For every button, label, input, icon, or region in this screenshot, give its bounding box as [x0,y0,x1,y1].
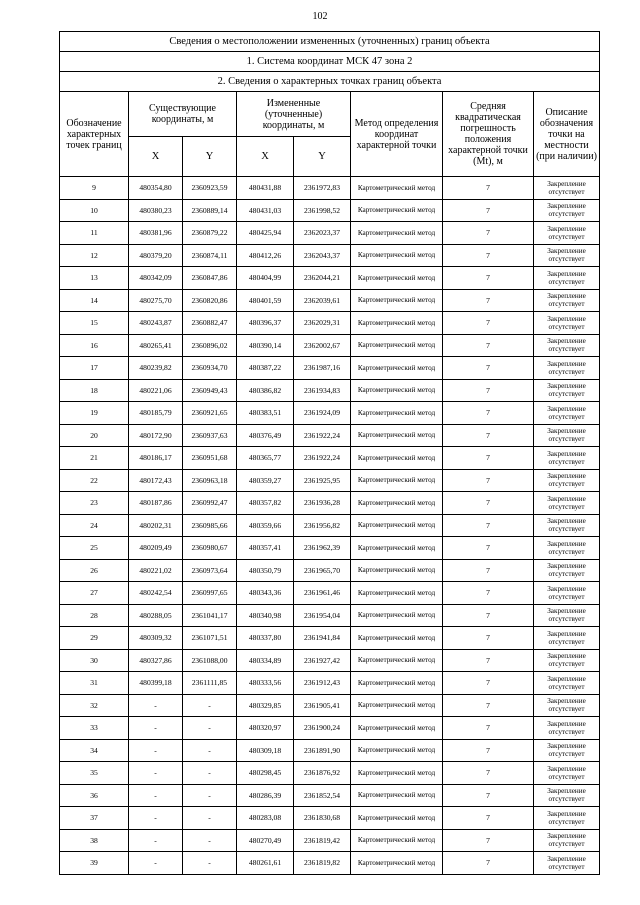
cell-description: Закрепление отсутствует [534,559,600,582]
cell-changed-y: 2361941,84 [294,627,351,650]
header-designation: Обозначение характерных точек границ [60,92,129,177]
cell-method: Картометрический метод [351,492,443,515]
cell-existing-x: 480172,43 [129,469,183,492]
header-changed-x: X [237,137,294,177]
cell-error: 7 [443,492,534,515]
cell-existing-y: 2360985,66 [183,514,237,537]
cell-description: Закрепление отсутствует [534,424,600,447]
cell-changed-x: 480431,03 [237,199,294,222]
cell-error: 7 [443,784,534,807]
cell-changed-y: 2361956,82 [294,514,351,537]
cell-description: Закрепление отсутствует [534,447,600,470]
cell-existing-y: 2360923,59 [183,177,237,200]
header-changed: Измененные (уточненные) координаты, м [237,92,351,137]
header-method: Метод определения координат характерной точки [351,92,443,177]
cell-changed-x: 480376,49 [237,424,294,447]
cell-changed-y: 2361925,95 [294,469,351,492]
cell-point-number: 13 [60,267,129,290]
cell-method: Картометрический метод [351,604,443,627]
cell-existing-y: 2361071,51 [183,627,237,650]
cell-description: Закрепление отсутствует [534,694,600,717]
cell-existing-x: 480327,86 [129,649,183,672]
cell-description: Закрепление отсутствует [534,784,600,807]
cell-error: 7 [443,739,534,762]
cell-point-number: 12 [60,244,129,267]
cell-changed-x: 480261,61 [237,852,294,875]
cell-point-number: 14 [60,289,129,312]
cell-description: Закрепление отсутствует [534,717,600,740]
cell-description: Закрепление отсутствует [534,289,600,312]
cell-point-number: 39 [60,852,129,875]
cell-changed-x: 480337,80 [237,627,294,650]
cell-existing-x: 480185,79 [129,402,183,425]
cell-changed-x: 480320,97 [237,717,294,740]
cell-description: Закрепление отсутствует [534,537,600,560]
cell-description: Закрепление отсутствует [534,582,600,605]
cell-error: 7 [443,222,534,245]
cell-description: Закрепление отсутствует [534,402,600,425]
cell-changed-x: 480401,59 [237,289,294,312]
cell-error: 7 [443,627,534,650]
cell-existing-x: 480242,54 [129,582,183,605]
table-row [60,762,600,785]
cell-existing-x: - [129,694,183,717]
cell-error: 7 [443,312,534,335]
cell-changed-y: 2361987,16 [294,357,351,380]
cell-existing-y: - [183,784,237,807]
cell-changed-y: 2361830,68 [294,807,351,830]
cell-method: Картометрический метод [351,222,443,245]
cell-point-number: 15 [60,312,129,335]
table-row [60,717,600,740]
cell-description: Закрепление отсутствует [534,357,600,380]
cell-changed-x: 480383,51 [237,402,294,425]
cell-point-number: 21 [60,447,129,470]
cell-description: Закрепление отсутствует [534,627,600,650]
cell-existing-x: 480399,18 [129,672,183,695]
header-description: Описание обозначения точки на местности (при наличии) [534,92,600,177]
cell-changed-x: 480343,36 [237,582,294,605]
cell-changed-x: 480357,82 [237,492,294,515]
table-row [60,312,600,335]
header-existing-x: X [129,137,183,177]
cell-description: Закрепление отсутствует [534,762,600,785]
cell-point-number: 9 [60,177,129,200]
table-row [60,582,600,605]
table-body [60,177,600,875]
cell-error: 7 [443,267,534,290]
cell-method: Картометрический метод [351,334,443,357]
cell-existing-x: - [129,829,183,852]
cell-changed-y: 2361900,24 [294,717,351,740]
table-row [60,379,600,402]
cell-description: Закрепление отсутствует [534,492,600,515]
cell-description: Закрепление отсутствует [534,334,600,357]
cell-description: Закрепление отсутствует [534,199,600,222]
points-title: 2. Сведения о характерных точках границ объекта [60,72,600,92]
header-changed-y: Y [294,137,351,177]
cell-description: Закрепление отсутствует [534,469,600,492]
cell-method: Картометрический метод [351,312,443,335]
cell-changed-x: 480412,26 [237,244,294,267]
cell-changed-x: 480270,49 [237,829,294,852]
cell-changed-x: 480333,56 [237,672,294,695]
header-error: Средняя квадратическая погрешность положения характерной точки (Mt), м [443,92,534,177]
cell-point-number: 10 [60,199,129,222]
table-row [60,852,600,875]
cell-changed-x: 480404,99 [237,267,294,290]
cell-existing-y: 2360882,47 [183,312,237,335]
cell-point-number: 36 [60,784,129,807]
cell-changed-y: 2361936,28 [294,492,351,515]
cell-changed-y: 2361905,41 [294,694,351,717]
cell-error: 7 [443,582,534,605]
cell-error: 7 [443,289,534,312]
cell-point-number: 19 [60,402,129,425]
table-row [60,694,600,717]
cell-error: 7 [443,402,534,425]
table-row [60,469,600,492]
table-row [60,649,600,672]
cell-error: 7 [443,537,534,560]
cell-method: Картометрический метод [351,784,443,807]
cell-error: 7 [443,649,534,672]
cell-method: Картометрический метод [351,177,443,200]
cell-changed-y: 2361965,70 [294,559,351,582]
cell-error: 7 [443,852,534,875]
cell-existing-y: 2360879,22 [183,222,237,245]
cell-changed-x: 480283,08 [237,807,294,830]
cell-point-number: 35 [60,762,129,785]
cell-changed-x: 480286,39 [237,784,294,807]
section-title: Сведения о местоположении измененных (уточненных) границ объекта [60,32,600,52]
cell-changed-x: 480386,82 [237,379,294,402]
cell-method: Картометрический метод [351,379,443,402]
cell-changed-y: 2361961,46 [294,582,351,605]
cell-existing-x: - [129,807,183,830]
cell-method: Картометрический метод [351,447,443,470]
cell-point-number: 34 [60,739,129,762]
cell-method: Картометрический метод [351,582,443,605]
table-row [60,357,600,380]
cell-changed-x: 480396,37 [237,312,294,335]
cell-changed-y: 2361998,52 [294,199,351,222]
cell-changed-x: 480334,89 [237,649,294,672]
cell-existing-x: 480172,90 [129,424,183,447]
cell-existing-y: 2360992,47 [183,492,237,515]
cell-point-number: 29 [60,627,129,650]
cell-changed-y: 2361819,42 [294,829,351,852]
cell-description: Закрепление отсутствует [534,177,600,200]
cell-changed-y: 2362044,21 [294,267,351,290]
cell-existing-y: 2360963,18 [183,469,237,492]
cell-method: Картометрический метод [351,739,443,762]
cell-existing-x: - [129,739,183,762]
table-row [60,424,600,447]
cell-existing-x: - [129,762,183,785]
cell-existing-x: 480288,05 [129,604,183,627]
cell-method: Картометрический метод [351,357,443,380]
cell-description: Закрепление отсутствует [534,604,600,627]
cell-changed-x: 480425,94 [237,222,294,245]
cell-error: 7 [443,357,534,380]
cell-description: Закрепление отсутствует [534,739,600,762]
table-row [60,559,600,582]
cell-error: 7 [443,244,534,267]
header-existing: Существующие координаты, м [129,92,237,137]
header-existing-y: Y [183,137,237,177]
cell-point-number: 33 [60,717,129,740]
cell-changed-x: 480357,41 [237,537,294,560]
cell-existing-y: 2361088,00 [183,649,237,672]
cell-changed-y: 2362039,61 [294,289,351,312]
cell-existing-x: - [129,717,183,740]
table-row [60,807,600,830]
cell-existing-x: 480243,87 [129,312,183,335]
cell-description: Закрепление отсутствует [534,672,600,695]
cell-method: Картометрический метод [351,559,443,582]
cell-error: 7 [443,334,534,357]
cell-existing-y: 2360847,86 [183,267,237,290]
cell-method: Картометрический метод [351,244,443,267]
table-row [60,604,600,627]
cell-point-number: 37 [60,807,129,830]
cell-changed-x: 480340,98 [237,604,294,627]
cell-point-number: 11 [60,222,129,245]
cell-error: 7 [443,514,534,537]
cell-changed-x: 480431,88 [237,177,294,200]
cell-existing-x: 480381,96 [129,222,183,245]
cell-error: 7 [443,447,534,470]
cell-error: 7 [443,469,534,492]
cell-point-number: 23 [60,492,129,515]
table-row [60,177,600,200]
cell-changed-y: 2362029,31 [294,312,351,335]
coordinates-table [59,31,600,875]
table-row [60,222,600,245]
cell-point-number: 38 [60,829,129,852]
cell-error: 7 [443,379,534,402]
cell-error: 7 [443,694,534,717]
cell-method: Картометрический метод [351,627,443,650]
table-row [60,739,600,762]
cell-method: Картометрический метод [351,402,443,425]
cell-point-number: 22 [60,469,129,492]
cell-changed-y: 2362002,67 [294,334,351,357]
cell-point-number: 17 [60,357,129,380]
cell-existing-x: 480309,32 [129,627,183,650]
cell-point-number: 28 [60,604,129,627]
cell-existing-x: 480239,82 [129,357,183,380]
cell-changed-y: 2361962,39 [294,537,351,560]
cell-changed-x: 480329,85 [237,694,294,717]
table-row [60,402,600,425]
cell-existing-x: - [129,784,183,807]
cell-changed-y: 2361954,04 [294,604,351,627]
table-row [60,672,600,695]
cell-changed-x: 480387,22 [237,357,294,380]
cell-description: Закрепление отсутствует [534,244,600,267]
cell-point-number: 30 [60,649,129,672]
cell-error: 7 [443,717,534,740]
table-row [60,829,600,852]
cell-changed-x: 480350,79 [237,559,294,582]
cell-method: Картометрический метод [351,514,443,537]
cell-existing-y: - [183,762,237,785]
cell-existing-y: - [183,807,237,830]
table-row [60,784,600,807]
cell-existing-y: 2360937,63 [183,424,237,447]
cell-existing-y: 2360921,65 [183,402,237,425]
cell-existing-x: 480209,49 [129,537,183,560]
cell-existing-x: 480202,31 [129,514,183,537]
cell-error: 7 [443,829,534,852]
cell-changed-y: 2361972,83 [294,177,351,200]
cell-existing-y: 2360949,43 [183,379,237,402]
cell-method: Картометрический метод [351,537,443,560]
cell-method: Картометрический метод [351,717,443,740]
cell-method: Картометрический метод [351,469,443,492]
cell-existing-y: - [183,829,237,852]
cell-existing-y: - [183,694,237,717]
cell-method: Картометрический метод [351,672,443,695]
cell-method: Картометрический метод [351,424,443,447]
coordinate-system-title: 1. Система координат МСК 47 зона 2 [60,52,600,72]
cell-changed-y: 2361924,09 [294,402,351,425]
cell-point-number: 27 [60,582,129,605]
cell-description: Закрепление отсутствует [534,852,600,875]
cell-error: 7 [443,672,534,695]
table-row [60,447,600,470]
cell-point-number: 24 [60,514,129,537]
cell-point-number: 20 [60,424,129,447]
cell-point-number: 16 [60,334,129,357]
cell-point-number: 31 [60,672,129,695]
cell-changed-y: 2361922,24 [294,447,351,470]
cell-existing-x: - [129,852,183,875]
cell-existing-y: 2360874,11 [183,244,237,267]
cell-point-number: 18 [60,379,129,402]
cell-description: Закрепление отсутствует [534,222,600,245]
cell-existing-y: 2360951,68 [183,447,237,470]
cell-method: Картометрический метод [351,829,443,852]
cell-changed-x: 480309,18 [237,739,294,762]
cell-existing-y: 2361041,17 [183,604,237,627]
cell-existing-y: 2360973,64 [183,559,237,582]
cell-description: Закрепление отсутствует [534,514,600,537]
cell-existing-x: 480354,80 [129,177,183,200]
cell-changed-x: 480359,27 [237,469,294,492]
cell-existing-y: 2360934,70 [183,357,237,380]
cell-existing-x: 480186,17 [129,447,183,470]
table-row [60,627,600,650]
cell-description: Закрепление отсутствует [534,807,600,830]
cell-error: 7 [443,559,534,582]
cell-changed-y: 2361819,82 [294,852,351,875]
cell-existing-y: - [183,739,237,762]
cell-existing-x: 480265,41 [129,334,183,357]
cell-description: Закрепление отсутствует [534,267,600,290]
cell-existing-x: 480380,23 [129,199,183,222]
table-row [60,537,600,560]
cell-method: Картометрический метод [351,199,443,222]
cell-changed-y: 2362023,37 [294,222,351,245]
cell-method: Картометрический метод [351,762,443,785]
cell-point-number: 25 [60,537,129,560]
cell-error: 7 [443,424,534,447]
cell-changed-y: 2361922,24 [294,424,351,447]
cell-point-number: 32 [60,694,129,717]
cell-error: 7 [443,199,534,222]
cell-existing-x: 480342,09 [129,267,183,290]
cell-existing-y: 2360889,14 [183,199,237,222]
cell-changed-y: 2361852,54 [294,784,351,807]
cell-changed-y: 2361891,90 [294,739,351,762]
cell-description: Закрепление отсутствует [534,829,600,852]
cell-description: Закрепление отсутствует [534,649,600,672]
table-row [60,199,600,222]
cell-method: Картометрический метод [351,649,443,672]
cell-method: Картометрический метод [351,852,443,875]
cell-error: 7 [443,762,534,785]
cell-existing-y: 2360820,86 [183,289,237,312]
cell-changed-y: 2361912,43 [294,672,351,695]
cell-existing-y: 2360980,67 [183,537,237,560]
cell-method: Картометрический метод [351,267,443,290]
cell-description: Закрепление отсутствует [534,312,600,335]
cell-existing-x: 480187,86 [129,492,183,515]
cell-existing-y: - [183,717,237,740]
cell-existing-x: 480221,02 [129,559,183,582]
cell-changed-x: 480359,66 [237,514,294,537]
table-row [60,334,600,357]
table-row [60,244,600,267]
cell-existing-y: 2361111,85 [183,672,237,695]
cell-error: 7 [443,807,534,830]
cell-existing-y: 2360997,65 [183,582,237,605]
cell-changed-x: 480298,45 [237,762,294,785]
table-row [60,514,600,537]
cell-description: Закрепление отсутствует [534,379,600,402]
cell-existing-y: - [183,852,237,875]
table-row [60,289,600,312]
cell-existing-x: 480275,70 [129,289,183,312]
cell-changed-y: 2362043,37 [294,244,351,267]
cell-changed-x: 480390,14 [237,334,294,357]
cell-changed-x: 480365,77 [237,447,294,470]
cell-method: Картометрический метод [351,289,443,312]
cell-error: 7 [443,177,534,200]
table-row [60,492,600,515]
cell-changed-y: 2361876,92 [294,762,351,785]
cell-point-number: 26 [60,559,129,582]
cell-method: Картометрический метод [351,694,443,717]
cell-existing-y: 2360896,02 [183,334,237,357]
cell-changed-y: 2361927,42 [294,649,351,672]
cell-method: Картометрический метод [351,807,443,830]
cell-error: 7 [443,604,534,627]
table-row [60,267,600,290]
cell-changed-y: 2361934,83 [294,379,351,402]
page-number: 102 [312,11,328,22]
cell-existing-x: 480379,20 [129,244,183,267]
cell-existing-x: 480221,06 [129,379,183,402]
